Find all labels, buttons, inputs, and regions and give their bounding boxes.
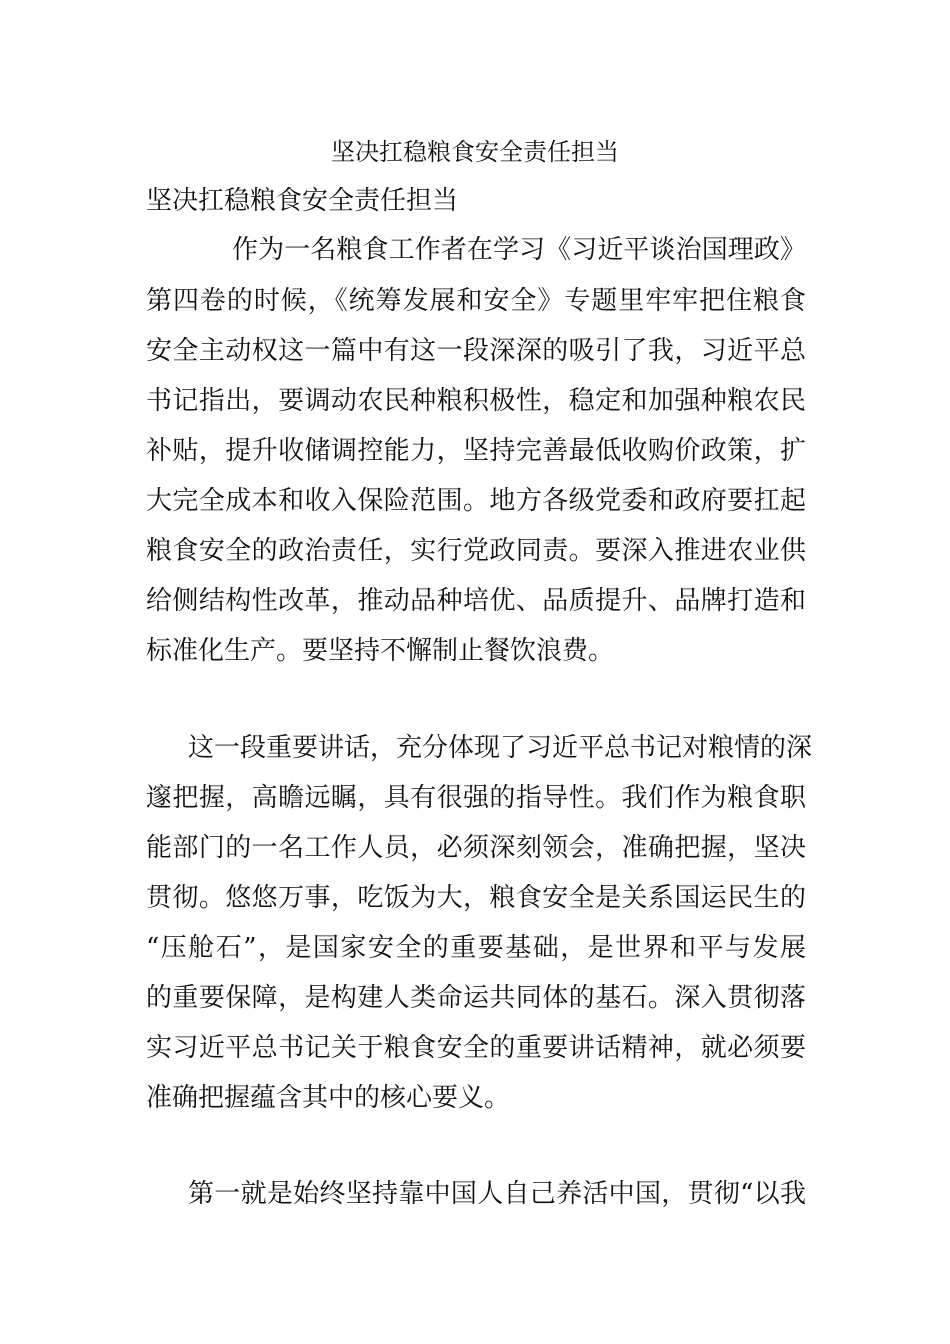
- paragraph-line: 书记指出，要调动农民种粮积极性，稳定和加强种粮农民: [146, 386, 806, 416]
- paragraph-line: 准确把握蕴含其中的核心要义。: [146, 1083, 511, 1113]
- paragraph-line: “压舱石”，是国家安全的重要基础，是世界和平与发展: [146, 933, 806, 963]
- paragraph-line: 能部门的一名工作人员，必须深刻领会，准确把握，坚决: [146, 833, 806, 863]
- paragraph-line: 第四卷的时候，《统筹发展和安全》专题里牢牢把住粮食: [146, 286, 806, 316]
- document-title: 坚决扛稳粮食安全责任担当: [331, 138, 619, 166]
- paragraph-line: 第一就是始终坚持靠中国人自己养活中国，贯彻“以我: [188, 1179, 806, 1209]
- document-subtitle: 坚决扛稳粮食安全责任担当: [146, 186, 459, 216]
- paragraph-line: 给侧结构性改革，推动品种培优、品质提升、品牌打造和: [146, 586, 806, 616]
- paragraph-line: 大完全成本和收入保险范围。地方各级党委和政府要扛起: [146, 486, 806, 516]
- paragraph-line: 作为一名粮食工作者在学习《习近平谈治国理政》: [232, 235, 806, 265]
- paragraph-line: 补贴，提升收储调控能力，坚持完善最低收购价政策，扩: [146, 436, 806, 466]
- paragraph-line: 邃把握，高瞻远瞩，具有很强的指导性。我们作为粮食职: [146, 783, 806, 813]
- paragraph-line: 贯彻。悠悠万事，吃饭为大，粮食安全是关系国运民生的: [146, 883, 806, 913]
- paragraph-line: 的重要保障，是构建人类命运共同体的基石。深入贯彻落: [146, 983, 806, 1013]
- paragraph-line: 这一段重要讲话，充分体现了习近平总书记对粮情的深: [188, 733, 813, 763]
- paragraph-line: 实习近平总书记关于粮食安全的重要讲话精神，就必须要: [146, 1033, 806, 1063]
- paragraph-line: 粮食安全的政治责任，实行党政同责。要深入推进农业供: [146, 536, 806, 566]
- paragraph-line: 标准化生产。要坚持不懈制止餐饮浪费。: [146, 636, 615, 666]
- paragraph-line: 安全主动权这一篇中有这一段深深的吸引了我，习近平总: [146, 336, 806, 366]
